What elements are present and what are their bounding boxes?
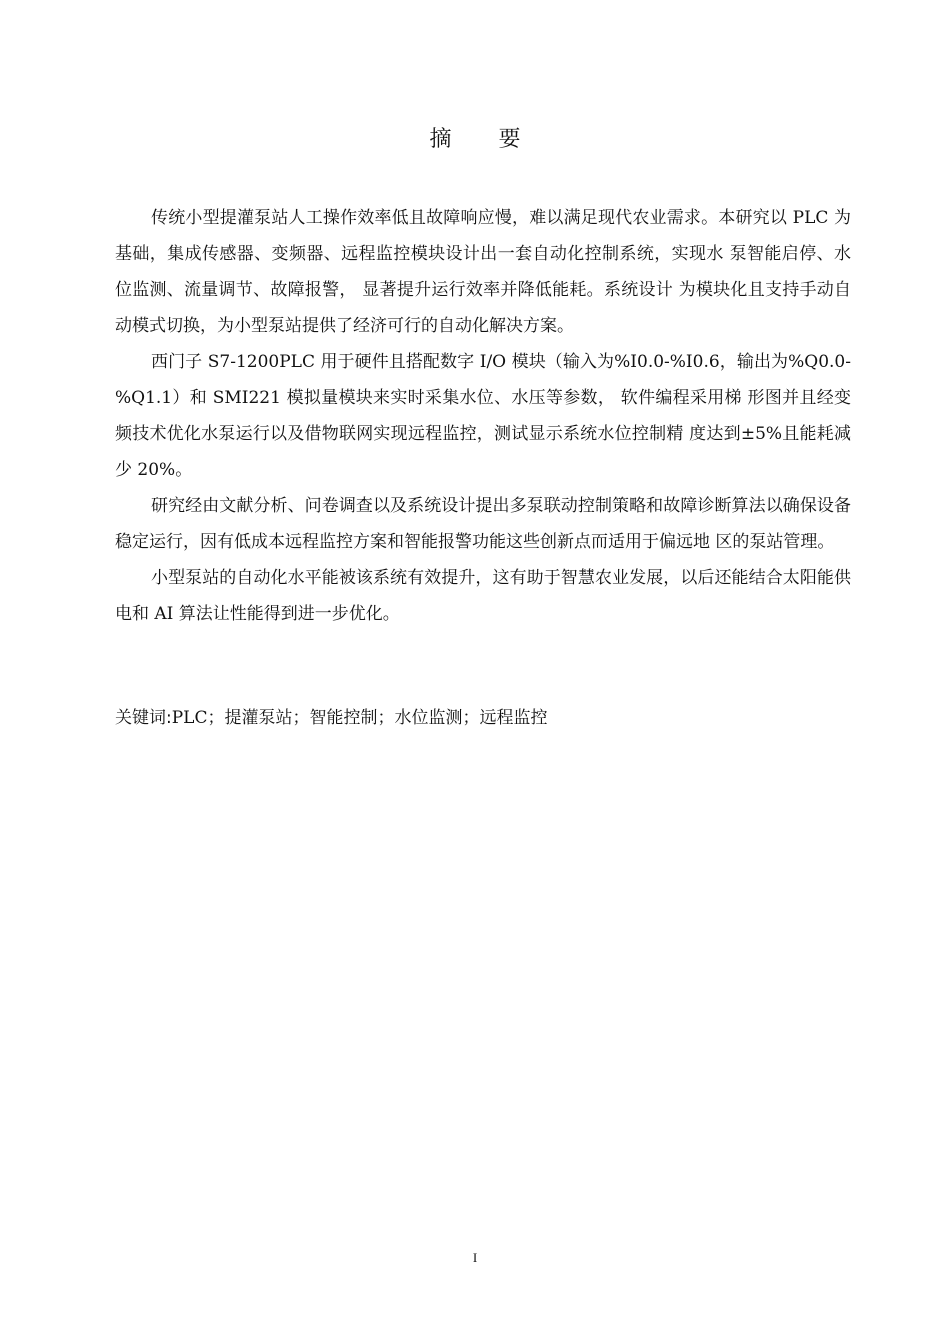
abstract-title: 摘 要 <box>429 127 541 152</box>
abstract-body <box>115 200 851 632</box>
keywords-label: 关键词: <box>115 708 172 728</box>
keywords-line <box>115 700 851 736</box>
abstract-paragraph-3: 研究经由文献分析、问卷调查以及系统设计提出多泵联动控制策略和故障诊断算法以确保设备稳定运行，因有低成本远程监控方案和智能报警功能这些创新点而适用于偏远地 区的泵站管理。 <box>115 496 851 552</box>
page-number: I <box>472 1250 478 1265</box>
keywords-text: PLC；提灌泵站；智能控制；水位监测；远程监控 <box>171 708 548 728</box>
abstract-paragraph-1: 传统小型提灌泵站人工操作效率低且故障响应慢，难以满足现代农业需求。本研究以 PLC 为基础，集成传感器、变频器、远程监控模块设计出一套自动化控制系统，实现水 泵智能启停、水位监测、流量调节、故障报警， 显著提升运行效率并降低能耗。系统设计 为模块化且支持手动自动模式切换，为小型泵站提供了经济可行的自动化解决方案。 <box>115 208 851 336</box>
abstract-paragraph-2: 西门子 S7-1200PLC 用于硬件且搭配数字 I/O 模块（输入为%I0.0-%I0.6，输出为%Q0.0-%Q1.1）和 SMI221 模拟量模块来实时采集水位、水压等参数， 软件编程采用梯 形图并且经变频技术优化水泵运行以及借物联网实现远程监控，测试显示系统水位控制精 度达到±5%且能耗减少 20%。 <box>115 352 851 480</box>
abstract-paragraph-4: 小型泵站的自动化水平能被该系统有效提升，这有助于智慧农业发展，以后还能结合太阳能供电和 AI 算法让性能得到进一步优化。 <box>115 568 851 624</box>
